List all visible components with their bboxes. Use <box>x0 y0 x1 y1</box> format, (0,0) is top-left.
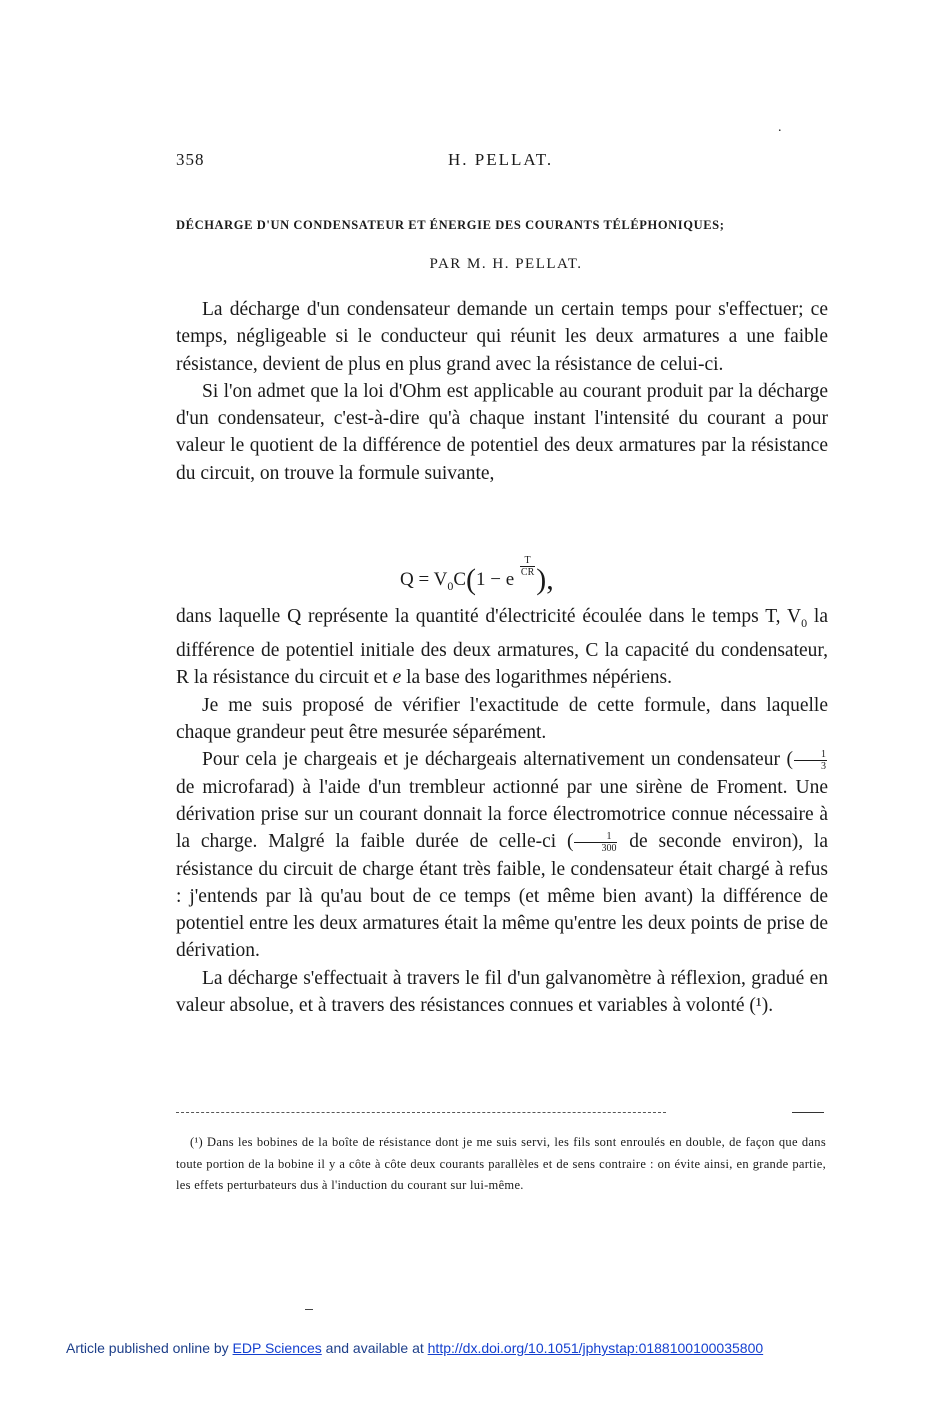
paragraph-1: La décharge d'un condensateur demande un certain temps pour s'effectuer; ce temps, négligeable si le conducteur qui réunit les deux armatures a une faible résistance, devient de plus en plus grand avec la résistance de celui-ci. <box>176 299 828 375</box>
byline: PAR M. H. PELLAT. <box>429 256 583 272</box>
scan-mark <box>305 1309 313 1310</box>
formula-exponent <box>520 555 535 578</box>
paragraph-6: La décharge s'effectuait à travers le fil d'un galvanomètre à réflexion, gradué en valeur absolue, et à travers des résistances connues et variables à volonté (¹). <box>176 967 828 1017</box>
running-head: H. PELLAT. <box>448 150 554 169</box>
exponent-numerator: T <box>520 555 535 567</box>
paragraph-4: Je me suis proposé de vérifier l'exactitude de cette formule, dans laquelle chaque grandeur peut être mesurée séparément. <box>176 694 828 744</box>
corner-mark: . <box>778 120 782 135</box>
fraction-one-300th: $\frac{1}{300}$ <box>574 831 617 854</box>
paragraph-1-block <box>176 296 828 487</box>
page-number: 358 <box>176 150 205 169</box>
footer-middle: and available at <box>321 1340 428 1356</box>
exponent-denominator: CR <box>520 567 535 578</box>
paragraph-5: Pour cela je chargeais et je déchargeais alternativement un condensateur ( $\frac{1}{3}$ de microfarad) à l'aide d'un trembleur actionné par une sirène de Froment. Une dérivation prise sur un courant donnait la force électromotrice connue nécessaire à la charge. Malgré la faible durée de celle-ci ( $\frac{1}{300}$ de seconde environ), la résistance du circuit de charge étant très faible, le condensateur était chargé à refus : j'entends par là qu'au bout de ce temps (et même bien avant) la différence de potentiel entre les deux armatures était la même qu'entre les deux points de prise de dérivation. <box>176 749 828 962</box>
formula-inner: 1 − e <box>476 569 515 590</box>
formula-lhs: Q = V <box>400 569 448 590</box>
paragraph-3: dans laquelle Q représente la quantité d'électricité écoulée dans le temps T, $V_0$ la différence de potentiel initiale des deux armatures, C la capacité du condensateur, R la résistance du circuit et e la base des logarithmes népériens. <box>176 606 828 689</box>
article-title: DÉCHARGE D'UN CONDENSATEUR ET ÉNERGIE DES COURANTS TÉLÉPHONIQUES; <box>176 218 725 232</box>
formula <box>400 555 554 597</box>
fraction-one-third: $\frac{1}{3}$ <box>794 749 827 772</box>
footnote-text: (¹) Dans les bobines de la boîte de résistance dont je me suis servi, les fils sont enroulés en double, de façon que dans toute portion de la bobine il y a côte à côte deux courants parallèles et de sens contraire : on évite ainsi, en grande partie, les effets perturbateurs dus à l'induction du courant sur lui-même. <box>176 1135 826 1192</box>
body-continuation <box>176 603 828 1019</box>
formula-c: C <box>453 569 467 590</box>
doi-link[interactable]: http://dx.doi.org/10.1051/jphystap:0188100100035800 <box>427 1340 764 1356</box>
footnote-separator-right <box>792 1112 824 1113</box>
formula-tail: ), <box>536 563 554 596</box>
publisher-link[interactable]: EDP Sciences <box>232 1340 322 1356</box>
formula-v-sub: 0 <box>447 578 454 593</box>
paragraph-2: Si l'on admet que la loi d'Ohm est applicable au courant produit par la décharge d'un condensateur, c'est-à-dire qu'à chaque instant l'intensité du courant a pour valeur le quotient de la différence de potentiel des deux armatures par la résistance du circuit, on trouve la formule suivante, <box>176 380 828 484</box>
publication-footer <box>66 1340 763 1356</box>
formula-open-paren: ( <box>466 563 477 596</box>
footnote-separator <box>176 1112 666 1113</box>
footnote <box>176 1132 826 1197</box>
footer-prefix: Article published online by <box>66 1340 233 1356</box>
